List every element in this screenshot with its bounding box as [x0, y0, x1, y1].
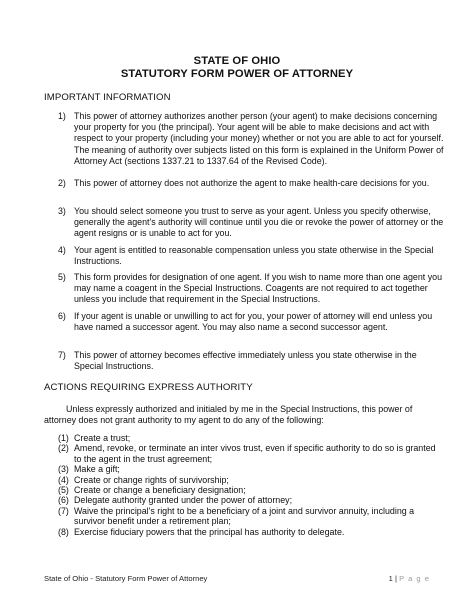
document-title-state: STATE OF OHIO — [193, 55, 281, 67]
authority-item-text: Create or change rights of survivorship; — [74, 474, 229, 485]
footer-page-label: P a g e — [399, 574, 430, 583]
info-item-number: 5) — [58, 272, 66, 282]
section-heading-important-information: IMPORTANT INFORMATION — [44, 92, 171, 103]
document-title-form: STATUTORY FORM POWER OF ATTORNEY — [120, 68, 354, 80]
authority-item-number: (7) — [58, 505, 69, 516]
info-item-text: This power of attorney becomes effective immediately unless you state otherwise in the Special Instructions. — [74, 350, 417, 372]
express-authority-list — [58, 433, 443, 537]
authority-item-text: Make a gift; — [74, 464, 120, 475]
authority-list-item — [58, 485, 443, 495]
info-item-text: This form provides for designation of one agent. If you wish to name more than one agent you may name a coagent in the Special Instructions. Coagents are not required to act together unless you include that requirement in the Special Instructions. — [74, 272, 443, 305]
authority-list-item — [58, 495, 443, 505]
authority-item-number: (3) — [58, 464, 69, 475]
authority-list-item — [58, 433, 443, 443]
authority-item-text: Exercise fiduciary powers that the principal has authority to delegate. — [74, 526, 345, 537]
info-item-number: 6) — [58, 311, 66, 321]
authority-item-number: (4) — [58, 474, 69, 485]
info-item-text: If your agent is unable or unwilling to act for you, your power of attorney will end unless you have named a successor agent. You may also name a second successor agent. — [74, 311, 433, 333]
section-heading-express-authority: ACTIONS REQUIRING EXPRESS AUTHORITY — [44, 382, 253, 393]
info-item-number: 1) — [58, 111, 66, 121]
info-item-text: Your agent is entitled to reasonable compensation unless you state otherwise in the Special Instructions. — [74, 245, 434, 267]
authority-item-number: (1) — [58, 433, 69, 443]
info-item-number: 3) — [58, 206, 66, 216]
info-item-text: This power of attorney does not authorize the agent to make health-care decisions for you. — [74, 178, 430, 188]
authority-list-item — [58, 443, 443, 464]
authority-item-text: Create a trust; — [74, 433, 131, 443]
authority-item-text: Amend, revoke, or terminate an inter vivos trust, even if specific authority to do so is granted to the agent in the trust agreement; — [74, 443, 436, 464]
footer-document-name: State of Ohio - Statutory Form Power of Attorney — [44, 574, 208, 583]
footer-page-indicator — [389, 574, 430, 583]
authority-list-item — [58, 527, 443, 537]
info-item-number: 2) — [58, 178, 66, 188]
footer-separator: | — [394, 574, 397, 583]
info-item-number: 4) — [58, 245, 66, 255]
authority-item-text: Create or change a beneficiary designation; — [74, 485, 246, 496]
authority-item-number: (6) — [58, 495, 69, 506]
authority-list-item — [58, 506, 443, 527]
footer-page-number: 1 — [388, 574, 393, 583]
authority-item-text: Waive the principal's right to be a beneficiary of a joint and survivor annuity, including a survivor benefit under a retirement plan; — [74, 505, 415, 527]
authority-list-item — [58, 475, 443, 485]
authority-item-number: (2) — [58, 443, 69, 454]
authority-list-item — [58, 464, 443, 474]
authority-item-number: (5) — [58, 485, 69, 496]
info-item-text: This power of attorney authorizes another person (your agent) to make decisions concerning your property for you (the principal). Your agent will be able to make decisions and act with respect to your property (including your money) whether or not you are able to act for yourself. The meaning of authority over subjects listed on this form is explained in the Uniform Power of Attorney Act (sections 1337.21 to 1337.64 of the Revised Code). — [74, 111, 444, 166]
express-authority-intro: Unless expressly authorized and initialed by me in the Special Instructions, this power of attorney does not grant authority to my agent to do any of the following: — [44, 404, 413, 426]
info-item-number: 7) — [58, 350, 66, 360]
authority-item-number: (8) — [58, 526, 69, 537]
info-item-text: You should select someone you trust to serve as your agent. Unless you specify otherwise, generally the agent's authority will continue until you die or revoke the power of attorney or the agent resigns or is unable to act for you. — [74, 206, 444, 239]
authority-item-text: Delegate authority granted under the power of attorney; — [74, 495, 293, 506]
